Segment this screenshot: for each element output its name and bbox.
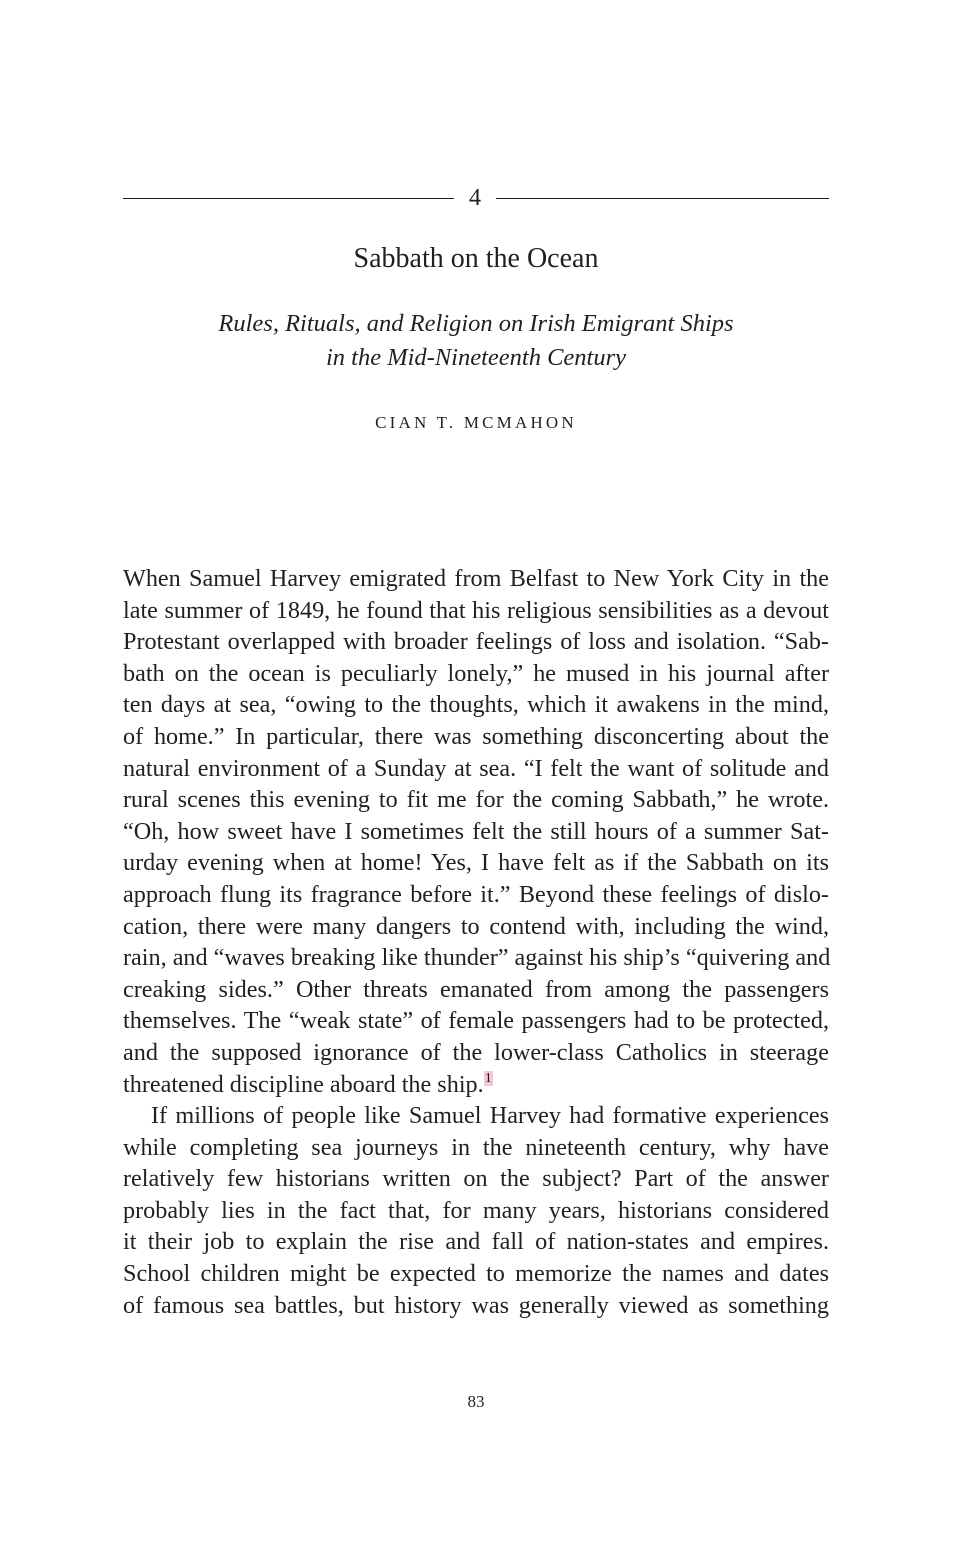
text-line: rural scenes this evening to fit me for the coming Sabbath,” he wrote. [123, 786, 829, 814]
text-line: creaking sides.” Other threats emanated from among the passengers [123, 975, 829, 1003]
subtitle-line: in the Mid-Nineteenth Century [325, 344, 627, 371]
text-line: School children might be expected to memorize the names and dates [123, 1260, 829, 1288]
paragraph-1 [123, 563, 829, 1100]
text-line-last [123, 1069, 829, 1101]
text-line: it their job to explain the rise and fall of nation-states and empires. [123, 1228, 829, 1256]
text-line: late summer of 1849, he found that his religious sensibilities as a devout [123, 596, 829, 624]
rule-left-line [123, 198, 454, 199]
text-line: natural environment of a Sunday at sea. “I felt the want of solitude and [123, 754, 829, 782]
body-text [123, 563, 829, 1321]
text-line: If millions of people like Samuel Harvey had formative experiences [151, 1102, 829, 1130]
rule-right-line [496, 198, 829, 199]
text-line: When Samuel Harvey emigrated from Belfast to New York City in the [123, 565, 829, 592]
last-line-text: threatened discipline aboard the ship. [123, 1070, 484, 1098]
chapter-number: 4 [469, 185, 481, 211]
text-line: approach flung its fragrance before it.” Beyond these feelings of dislo- [123, 880, 829, 908]
text-line: themselves. The “weak state” of female passengers had to be protected, [123, 1007, 829, 1035]
text-line: “Oh, how sweet have I sometimes felt the still hours of a summer Sat- [123, 817, 829, 845]
text-line: cation, there were many dangers to contend with, including the wind, [123, 912, 829, 940]
text-line: probably lies in the fact that, for many years, historians considered [123, 1196, 829, 1224]
chapter-title: Sabbath on the Ocean [353, 243, 599, 274]
paragraph-2 [123, 1100, 829, 1321]
chapter-subtitle [123, 307, 829, 375]
text-line: relatively few historians written on the subject? Part of the answer [123, 1165, 829, 1193]
text-line: while completing sea journeys in the nineteenth century, why have [123, 1133, 829, 1161]
text-line: of famous sea battles, but history was generally viewed as something [123, 1291, 829, 1319]
text-line: ten days at sea, “owing to the thoughts, which it awakens in the mind, [123, 691, 829, 719]
subtitle-line: Rules, Rituals, and Religion on Irish Emigrant Ships [218, 310, 734, 337]
chapter-heading-rule [123, 183, 829, 213]
text-line: and the supposed ignorance of the lower-class Catholics in steerage [123, 1038, 829, 1066]
footnote-link[interactable]: 1 [484, 1071, 492, 1087]
text-line: bath on the ocean is peculiarly lonely,” he mused in his journal after [123, 659, 829, 687]
text-line: Protestant overlapped with broader feelings of loss and isolation. “Sab- [123, 628, 829, 656]
text-line: urday evening when at home! Yes, I have felt as if the Sabbath on its [123, 849, 829, 877]
page-number: 83 [467, 1392, 485, 1411]
text-line: of home.” In particular, there was something disconcerting about the [123, 722, 829, 750]
author-name: CIAN T. MCMAHON [375, 413, 577, 432]
text-line: rain, and “waves breaking like thunder” against his ship’s “quivering and [123, 944, 831, 972]
